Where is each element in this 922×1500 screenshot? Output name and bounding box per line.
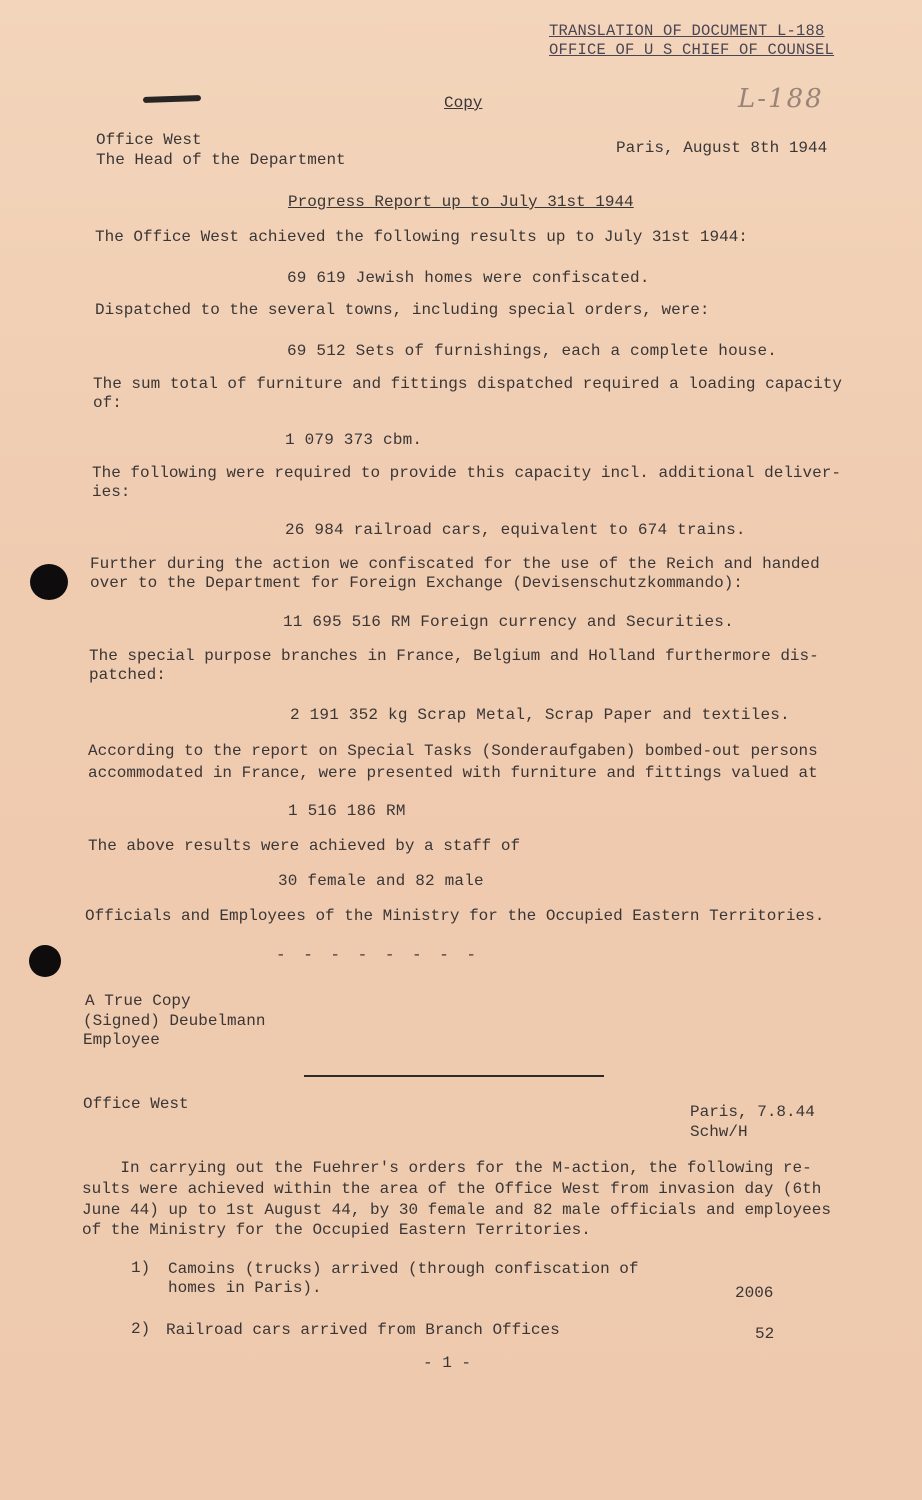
report-para-1: The Office West achieved the following results up to July 31st 1944: <box>95 228 748 246</box>
report-para-9: Officials and Employees of the Ministry for the Occupied Eastern Territories. <box>85 907 825 925</box>
report-title: Progress Report up to July 31st 1944 <box>288 193 634 211</box>
list-item-value: 52 <box>755 1325 775 1343</box>
list-item-value: 2006 <box>735 1284 774 1302</box>
header-place-date: Paris, August 8th 1944 <box>616 139 828 157</box>
true-copy-line-2: (Signed) Deubelmann <box>83 1012 266 1030</box>
punch-hole <box>30 564 68 600</box>
stamp-line-2: OFFICE OF U S CHIEF OF COUNSEL <box>549 41 835 59</box>
ink-scribble <box>143 95 201 103</box>
report-para-6b: patched: <box>89 666 166 684</box>
punch-hole <box>29 945 61 977</box>
report-para-3a: The sum total of furniture and fittings dispatched required a loading capacity <box>93 375 842 393</box>
report-para-5b: over to the Department for Foreign Exchange (Devisenschutzkommando): <box>90 574 743 592</box>
report-value-5: 11 695 516 RM Foreign currency and Securities. <box>283 613 734 631</box>
report-para-6a: The special purpose branches in France, Belgium and Holland furthermore dis- <box>89 647 819 665</box>
second-place-date: Paris, 7.8.44 <box>690 1103 815 1121</box>
second-reference: Schw/H <box>690 1123 748 1141</box>
report-para-8: The above results were achieved by a staff of <box>88 837 521 855</box>
header-office: Office West <box>96 131 202 149</box>
report-value-2: 69 512 Sets of furnishings, each a complete house. <box>287 342 778 360</box>
handwritten-document-number: L-188 <box>738 84 824 114</box>
list-item-text-cont: homes in Paris). <box>168 1279 322 1297</box>
copy-label: Copy <box>444 94 483 112</box>
report-value-3: 1 079 373 cbm. <box>285 431 423 449</box>
report-value-4: 26 984 railroad cars, equivalent to 674 trains. <box>285 521 746 539</box>
list-item-number: 2) <box>131 1320 151 1338</box>
report-para-2: Dispatched to the several towns, including special orders, were: <box>95 301 710 319</box>
second-intro-line-2: sults were achieved within the area of the Office West from invasion day (6th <box>82 1180 822 1198</box>
second-intro-line-1: In carrying out the Fuehrer's orders for the M-action, the following re- <box>82 1159 812 1177</box>
second-intro-line-4: of the Ministry for the Occupied Eastern Territories. <box>82 1221 591 1239</box>
report-para-7b: accommodated in France, were presented with furniture and fittings valued at <box>88 764 818 782</box>
report-value-6: 2 191 352 kg Scrap Metal, Scrap Paper and textiles. <box>290 706 790 724</box>
report-para-4b: ies: <box>92 483 131 501</box>
section-divider <box>304 1075 604 1077</box>
list-item-number: 1) <box>131 1259 151 1277</box>
report-value-8: 30 female and 82 male <box>278 872 484 890</box>
report-para-4a: The following were required to provide this capacity incl. additional deliver- <box>92 464 841 482</box>
report-para-5a: Further during the action we confiscated for the use of the Reich and handed <box>90 555 820 573</box>
second-office: Office West <box>83 1095 189 1113</box>
stamp-line-1: TRANSLATION OF DOCUMENT L-188 <box>549 22 825 40</box>
header-head: The Head of the Department <box>96 151 346 169</box>
translation-stamp <box>549 22 834 60</box>
list-item-text: Camoins (trucks) arrived (through confiscation of <box>168 1260 639 1278</box>
separator-dashes: - - - - - - - - <box>276 946 481 964</box>
report-value-1: 69 619 Jewish homes were confiscated. <box>287 269 650 287</box>
page-number: - 1 - <box>423 1354 472 1372</box>
list-item-text: Railroad cars arrived from Branch Offices <box>166 1321 560 1339</box>
second-intro-line-3: June 44) up to 1st August 44, by 30 female and 82 male officials and employees <box>82 1201 831 1219</box>
true-copy-line-3: Employee <box>83 1031 160 1049</box>
report-para-7a: According to the report on Special Tasks (Sonderaufgaben) bombed-out persons <box>88 742 818 760</box>
true-copy-line-1: A True Copy <box>85 992 191 1010</box>
report-value-7: 1 516 186 RM <box>288 802 406 820</box>
report-para-3b: of: <box>93 394 122 412</box>
